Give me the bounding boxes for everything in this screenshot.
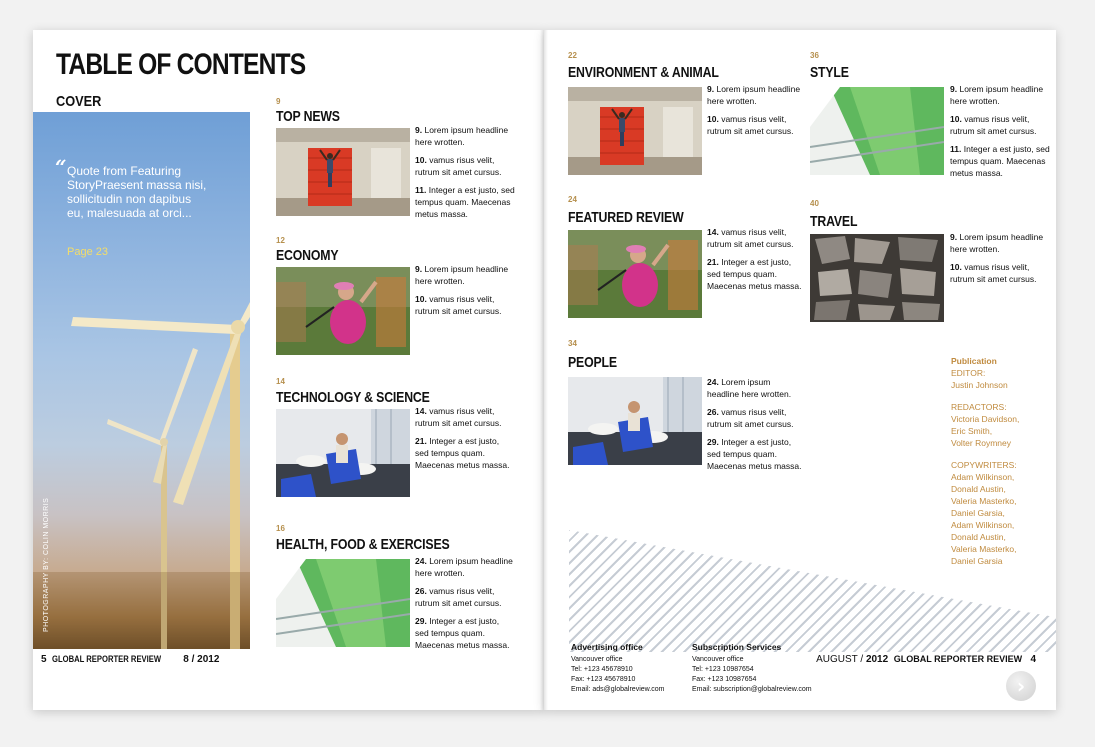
- article-item[interactable]: 29. Integer a est justo, sed tempus quam. Maecenas metus massa.: [415, 616, 510, 650]
- next-page-button[interactable]: [1006, 671, 1036, 701]
- publication-title: Publication: [951, 356, 997, 366]
- section-page-number: 22: [568, 51, 577, 60]
- article-list: [415, 405, 515, 477]
- redactor-name: Volter Roymney: [951, 438, 1011, 448]
- section-title-people[interactable]: PEOPLE: [568, 354, 617, 371]
- golfer-image: [276, 267, 410, 355]
- woman-in-chair-image: [568, 377, 702, 465]
- glass-building-image: [276, 559, 410, 647]
- section-title-featured-review[interactable]: FEATURED REVIEW: [568, 209, 684, 226]
- red-door-image: [276, 128, 410, 216]
- woman-in-chair-image: [276, 409, 410, 497]
- issue-number: 8 / 2012: [183, 654, 220, 665]
- advertising-email[interactable]: Email: ads@globalreview.com: [571, 685, 665, 693]
- cover-image[interactable]: [33, 112, 250, 649]
- section-title-technology-science[interactable]: TECHNOLOGY & SCIENCE: [276, 389, 430, 406]
- article-item[interactable]: 11. Integer a est justo, sed tempus quam. Maecenas metus massa.: [950, 144, 1050, 178]
- copywriter-name: Adam Wilkinson,: [951, 472, 1015, 482]
- article-list: [950, 83, 1050, 185]
- subscription-email[interactable]: Email: subscription@globalreview.com: [692, 685, 812, 693]
- copywriter-name: Daniel Garsia: [951, 556, 1003, 566]
- article-item[interactable]: 14. vamus risus velit, rutrum sit amet cursus.: [707, 227, 794, 249]
- article-list: [707, 83, 803, 143]
- chevron-right-icon: ›: [1016, 674, 1026, 698]
- page-title: TABLE OF CONTENTS: [56, 48, 306, 81]
- section-title-economy[interactable]: ECONOMY: [276, 247, 339, 264]
- publication-credits: [951, 355, 1051, 567]
- copywriter-name: Donald Austin,: [951, 532, 1006, 542]
- article-item[interactable]: 10. vamus risus velit, rutrum sit amet cursus.: [707, 114, 794, 136]
- quote-icon: “: [55, 155, 67, 179]
- copywriters-label: COPYWRITERS:: [951, 460, 1017, 470]
- article-item[interactable]: 14. vamus risus velit, rutrum sit amet cursus.: [415, 406, 502, 428]
- copywriter-name: Daniel Garsia,: [951, 508, 1005, 518]
- page-number: 4: [1030, 654, 1036, 665]
- article-list: [950, 231, 1050, 291]
- section-page-number: 34: [568, 339, 577, 348]
- thumbnail-golfer[interactable]: [568, 230, 702, 318]
- editor-label: EDITOR:: [951, 368, 986, 378]
- article-item[interactable]: 21. Integer a est justo, sed tempus quam. Maecenas metus massa.: [707, 257, 802, 291]
- article-list: [707, 226, 803, 298]
- subscription-fax: Fax: +123 10987654: [692, 675, 757, 683]
- article-list: [415, 555, 515, 657]
- page-footer: [41, 655, 219, 665]
- section-title-style[interactable]: STYLE: [810, 64, 849, 81]
- section-page-number: 12: [276, 236, 285, 245]
- redactor-name: Eric Smith,: [951, 426, 993, 436]
- article-item[interactable]: 10. vamus risus velit, rutrum sit amet cursus.: [950, 262, 1037, 284]
- section-page-number: 40: [810, 199, 819, 208]
- glass-building-image: [810, 87, 944, 175]
- copywriter-name: Donald Austin,: [951, 484, 1006, 494]
- section-page-number: 24: [568, 195, 577, 204]
- redactor-name: Victoria Davidson,: [951, 414, 1020, 424]
- thumbnail-woman-in-chair[interactable]: [568, 377, 702, 465]
- red-door-image: [568, 87, 702, 175]
- section-title-health-food-exercises[interactable]: HEALTH, FOOD & EXERCISES: [276, 536, 450, 553]
- issue-month: AUGUST /: [816, 654, 864, 665]
- article-item[interactable]: 9. Lorem ipsum headline here wrotten.: [415, 125, 509, 147]
- article-item[interactable]: 24. Lorem ipsum headline here wrotten.: [415, 556, 513, 578]
- section-title-top-news[interactable]: TOP NEWS: [276, 108, 340, 125]
- thumbnail-red-door[interactable]: [276, 128, 410, 216]
- section-page-number: 16: [276, 524, 285, 533]
- redactors-label: REDACTORS:: [951, 402, 1007, 412]
- advertising-line: Vancouver office: [571, 655, 623, 663]
- section-title-travel[interactable]: TRAVEL: [810, 213, 858, 230]
- magazine-brand: GLOBAL REPORTER REVIEW: [893, 654, 1023, 664]
- photo-credit: PHOTOGRAPHY BY: COLIN MORRIS: [43, 497, 50, 632]
- cover-quote-page-link[interactable]: Page 23: [67, 246, 108, 258]
- article-item[interactable]: 26. vamus risus velit, rutrum sit amet cursus.: [707, 407, 794, 429]
- advertising-fax: Fax: +123 45678910: [571, 675, 636, 683]
- copywriter-name: Valeria Masterko,: [951, 496, 1017, 506]
- page-fold-shadow: [540, 30, 548, 710]
- advertising-office: [571, 643, 691, 695]
- left-page: [33, 30, 544, 710]
- article-item[interactable]: 11. Integer a est justo, sed tempus quam. Maecenas metus massa.: [415, 185, 515, 219]
- right-page: [544, 30, 1056, 710]
- article-item[interactable]: 10. vamus risus velit, rutrum sit amet cursus.: [415, 294, 502, 316]
- thumbnail-glass-building[interactable]: [810, 87, 944, 175]
- issue-year: 2012: [865, 654, 889, 665]
- article-item[interactable]: 9. Lorem ipsum headline here wrotten.: [415, 264, 509, 286]
- article-list: [707, 376, 803, 478]
- section-page-number: 14: [276, 377, 285, 386]
- editor-name: Justin Johnson: [951, 380, 1008, 390]
- article-item[interactable]: 10. vamus risus velit, rutrum sit amet cursus.: [415, 155, 502, 177]
- cover-quote: Quote from Featuring StoryPraesent massa nisi, sollicitudin non dapibus eu, malesuada at orci...: [67, 164, 207, 220]
- advertising-phone: Tel: +123 45678910: [571, 665, 633, 673]
- article-item[interactable]: 9. Lorem ipsum headline here wrotten.: [707, 84, 801, 106]
- article-item[interactable]: 9. Lorem ipsum headline here wrotten.: [950, 84, 1044, 106]
- section-title-environment-animal[interactable]: ENVIRONMENT & ANIMAL: [568, 64, 719, 81]
- article-list: [415, 263, 515, 323]
- subscription-line: Vancouver office: [692, 655, 744, 663]
- thumbnail-cracked-earth[interactable]: [810, 234, 944, 322]
- subscription-services: [692, 643, 832, 695]
- thumbnail-red-door[interactable]: [568, 87, 702, 175]
- copywriter-name: Valeria Masterko,: [951, 544, 1017, 554]
- article-item[interactable]: 29. Integer a est justo, sed tempus quam. Maecenas metus massa.: [707, 437, 802, 471]
- magazine-brand: GLOBAL REPORTER REVIEW: [52, 654, 162, 664]
- thumbnail-golfer[interactable]: [276, 267, 410, 355]
- page-number: 5: [41, 654, 47, 665]
- article-item[interactable]: 26. vamus risus velit, rutrum sit amet cursus.: [415, 586, 502, 608]
- article-item[interactable]: 21. Integer a est justo, sed tempus quam. Maecenas metus massa.: [415, 436, 510, 470]
- golfer-image: [568, 230, 702, 318]
- cracked-earth-image: [810, 234, 944, 322]
- article-item[interactable]: 9. Lorem ipsum headline here wrotten.: [950, 232, 1044, 254]
- article-list: [415, 124, 515, 226]
- copywriter-name: Adam Wilkinson,: [951, 520, 1015, 530]
- section-page-number: 9: [276, 97, 281, 106]
- article-item[interactable]: 10. vamus risus velit, rutrum sit amet cursus.: [950, 114, 1037, 136]
- advertising-title: Advertising office: [571, 642, 643, 652]
- page-footer: [816, 655, 1036, 665]
- subscription-phone: Tel: +123 10987654: [692, 665, 754, 673]
- subscription-title: Subscription Services: [692, 642, 782, 652]
- section-page-number: 36: [810, 51, 819, 60]
- thumbnail-woman-in-chair[interactable]: [276, 409, 410, 497]
- cover-label: COVER: [56, 93, 102, 110]
- thumbnail-glass-building[interactable]: [276, 559, 410, 647]
- article-item[interactable]: 24. Lorem ipsum headline here wrotten.: [707, 377, 792, 399]
